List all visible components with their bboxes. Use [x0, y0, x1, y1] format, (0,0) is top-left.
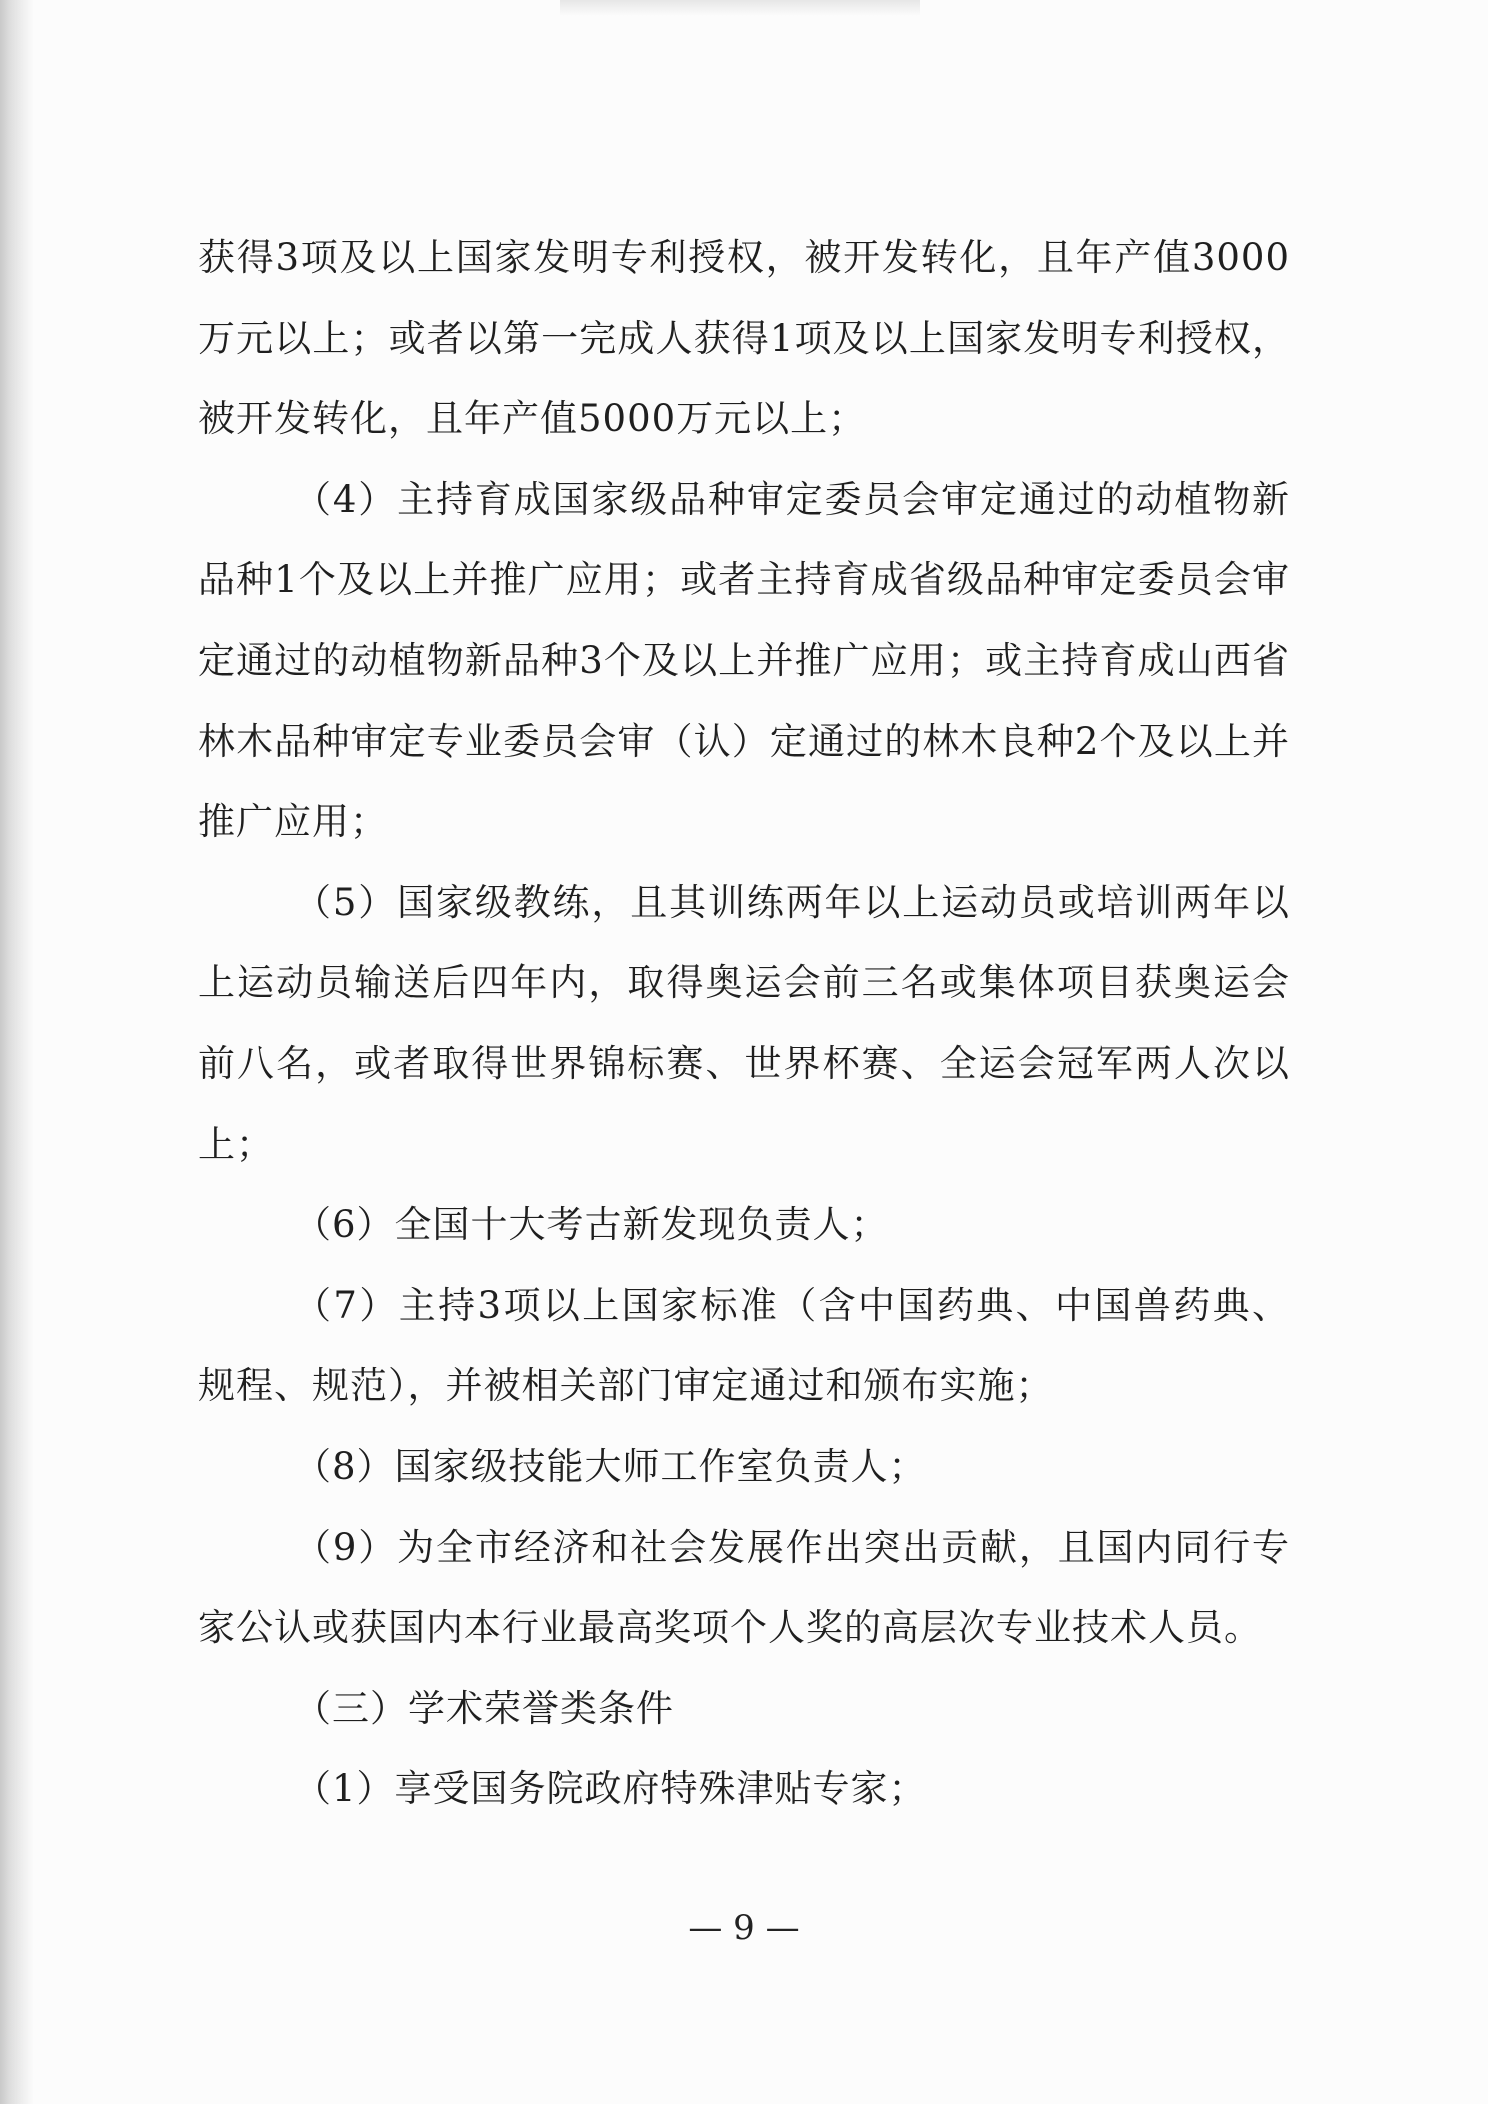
paragraph-item-8: （8）国家级技能大师工作室负责人； [294, 1444, 927, 1488]
paragraph-item-9: （9）为全市经济和社会发展作出突出贡献，且国内同行专家公认或获国内本行业最高奖项个人奖的高层次专业技术人员。 [198, 1525, 1290, 1650]
paragraph-item-4: （4）主持育成国家级品种审定委员会审定通过的动植物新品种1个及以上并推广应用；或者主持育成省级品种审定委员会审定通过的动植物新品种3个及以上并推广应用；或主持育成山西省林木品种审定专业委员会审（认）定通过的林木良种2个及以上并推广应用； [198, 477, 1290, 844]
document-body [198, 218, 1290, 1830]
paragraph-item-5: （5）国家级教练，且其训练两年以上运动员或培训两年以上运动员输送后四年内，取得奥运会前三名或集体项目获奥运会前八名，或者取得世界锦标赛、世界杯赛、全运会冠军两人次以上； [198, 880, 1290, 1166]
scan-top-bleed [560, 0, 920, 16]
paragraph-honors-item-1: （1）享受国务院政府特殊津贴专家； [294, 1767, 927, 1811]
paragraph-item-7: （7）主持3项以上国家标准（含中国药典、中国兽药典、规程、规范），并被相关部门审定通过和颁布实施； [198, 1283, 1290, 1408]
page-number: — 9 — [688, 1908, 800, 1948]
paragraph-item-6: （6）全国十大考古新发现负责人； [294, 1203, 889, 1247]
paragraph-patent-continuation: 获得3项及以上国家发明专利授权，被开发转化，且年产值3000万元以上；或者以第一完成人获得1项及以上国家发明专利授权，被开发转化，且年产值5000万元以上； [198, 236, 1290, 441]
scan-left-edge [0, 0, 34, 2104]
section-heading-academic-honors: （三）学术荣誉类条件 [294, 1686, 674, 1730]
